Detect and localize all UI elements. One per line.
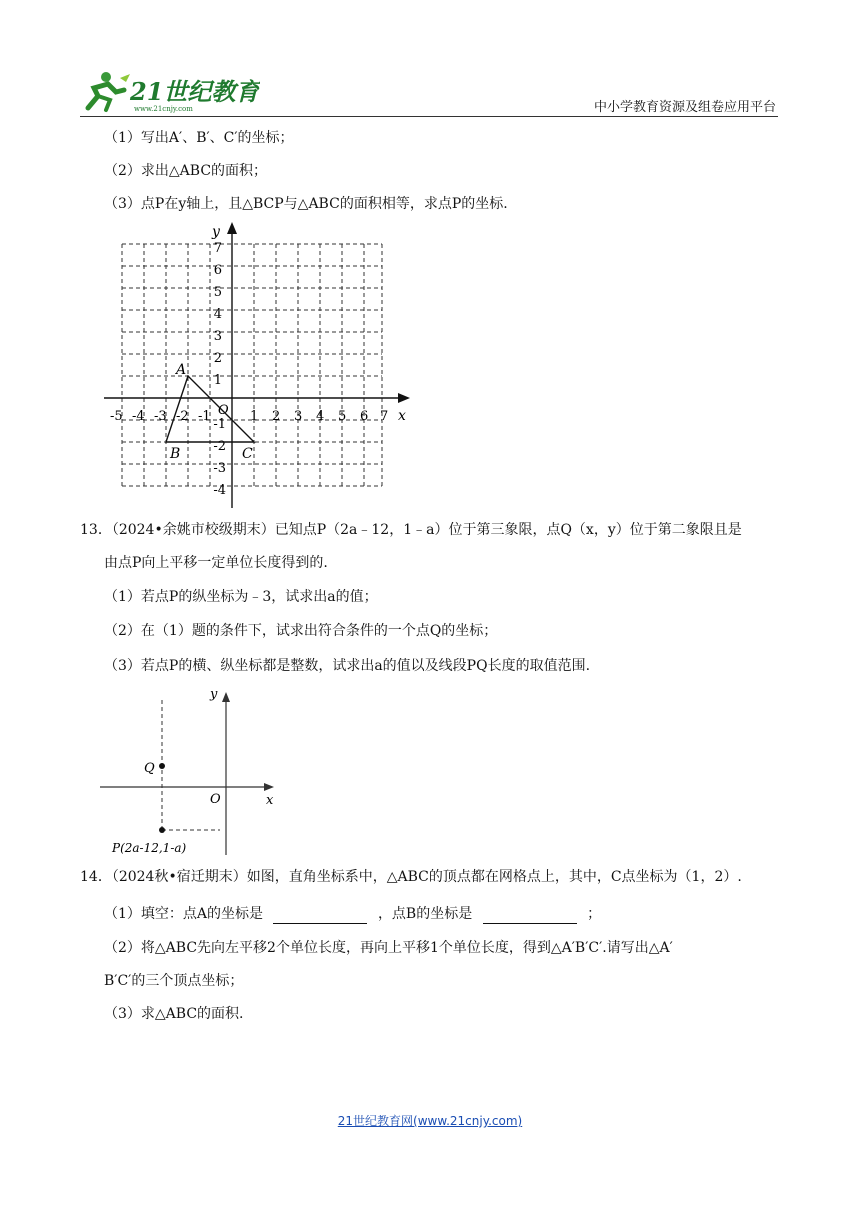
q12-sub1: （1）写出A′、B′、C′的坐标； [104, 130, 294, 146]
q12-sub3: （3）点P在y轴上，且△BCP与△ABC的面积相等，求点P的坐标. [104, 196, 508, 212]
q14-sub1-part2: ，点B的坐标是 [377, 906, 473, 922]
brand-logo [80, 68, 260, 114]
x-tick-label: -1 [198, 409, 211, 424]
x-tick-label: 1 [250, 409, 259, 424]
y-tick-label: 3 [213, 329, 222, 344]
answer-blank-b[interactable] [483, 909, 577, 924]
q14-stem: 14．（2024秋•宿迁期末）如图，直角坐标系中，△ABC的顶点都在网格点上，其中，C点坐标为（1，2）. [80, 869, 742, 885]
logo-url: www.21cnjy.com [134, 105, 193, 113]
point-a-label: A [176, 362, 187, 378]
origin-label: O [218, 403, 229, 418]
q14-sub1-part3: ； [587, 906, 602, 922]
q14-sub2-line2: B′C′的三个顶点坐标； [104, 973, 244, 989]
y-axis-arrow-icon [222, 692, 230, 702]
x-tick-label: 6 [360, 409, 369, 424]
point-q-label: Q [144, 761, 155, 776]
x-tick-labels [110, 409, 388, 424]
q13-sub2: （2）在（1）题的条件下，试求出符合条件的一个点Q的坐标； [104, 623, 498, 639]
figure-grid-triangle [100, 220, 420, 512]
q14-sub1 [104, 904, 601, 924]
y-tick-label: -1 [213, 417, 226, 432]
point-p-label: P(2a-12,1-a) [112, 841, 187, 855]
figure-point-pq [96, 680, 286, 860]
x-tick-label: 3 [294, 409, 303, 424]
x-tick-label: 2 [272, 409, 281, 424]
y-tick-label: 2 [213, 351, 222, 366]
coordinate-axes [104, 228, 404, 508]
y-tick-label: 1 [213, 373, 222, 388]
q13-sub1: （1）若点P的纵坐标为﹣3，试求出a的值； [104, 589, 378, 605]
x-tick-label: -3 [154, 409, 167, 424]
y-tick-label: 6 [213, 263, 222, 278]
point-c-label: C [242, 446, 253, 462]
y-tick-label: -4 [213, 483, 226, 498]
q14-sub3: （3）求△ABC的面积. [104, 1006, 244, 1022]
x-axis-label: x [398, 408, 406, 424]
x-tick-label: -2 [176, 409, 189, 424]
y-axis-label: y [212, 224, 220, 240]
y-tick-label: 4 [213, 307, 222, 322]
x-tick-label: -4 [132, 409, 145, 424]
y-tick-label: 7 [213, 241, 222, 256]
q14-sub1-part1: （1）填空：点A的坐标是 [104, 906, 264, 922]
q13-sub3: （3）若点P的横、纵坐标都是整数，试求出a的值以及线段PQ长度的取值范围. [104, 658, 591, 674]
x-axis-arrow-icon [398, 393, 410, 403]
origin-label: O [210, 792, 221, 807]
point-p [159, 827, 165, 833]
q13-stem-line1: 13．（2024•余姚市校级期末）已知点P（2a﹣12，1﹣a）位于第三象限，点Q（x，y）位于第二象限且是 [80, 522, 742, 538]
header-platform-name: 中小学教育资源及组卷应用平台 [593, 100, 776, 115]
x-axis-arrow-icon [264, 783, 274, 791]
y-tick-label: -2 [213, 439, 226, 454]
y-tick-label: 5 [213, 285, 222, 300]
y-axis-arrow-icon [227, 222, 237, 234]
point-q [159, 763, 165, 769]
y-axis-label: y [210, 687, 218, 702]
q12-sub2: （2）求出△ABC的面积； [104, 163, 268, 179]
x-tick-label: 7 [380, 409, 389, 424]
answer-blank-a[interactable] [273, 909, 367, 924]
point-b-label: B [170, 446, 181, 462]
q14-sub2-line1: （2）将△ABC先向左平移2个单位长度，再向上平移1个单位长度，得到△A′B′C′.请写出△A′ [104, 940, 673, 956]
runner-icon [88, 72, 130, 110]
q13-stem-line2: 由点P向上平移一定单位长度得到的. [104, 555, 328, 571]
header-divider [80, 116, 778, 117]
x-tick-label: 5 [338, 409, 347, 424]
footer-link[interactable]: 21世纪教育网(www.21cnjy.com) [337, 1114, 523, 1128]
x-axis-label: x [266, 793, 274, 808]
y-tick-labels [213, 241, 226, 498]
x-tick-label: -5 [110, 409, 123, 424]
logo-text: 21世纪教育 [130, 77, 260, 106]
x-tick-label: 4 [316, 409, 325, 424]
y-tick-label: -3 [213, 461, 226, 476]
